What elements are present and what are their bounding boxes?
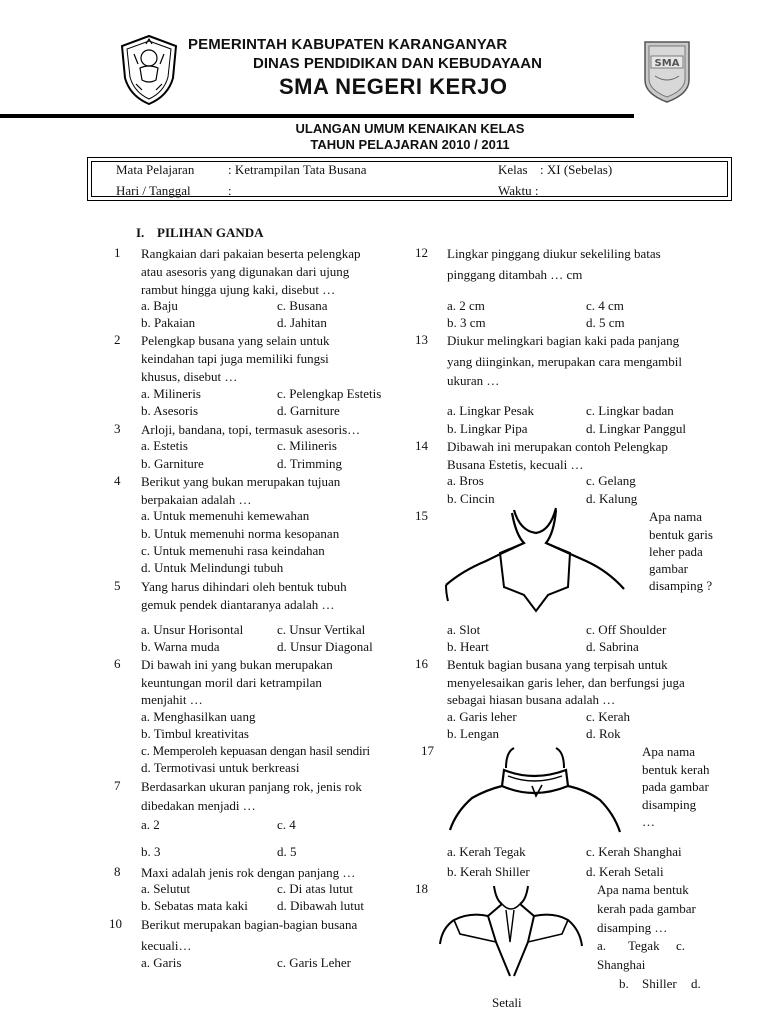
question-number: 13 bbox=[415, 332, 428, 347]
question-side-text: … bbox=[642, 814, 655, 829]
question-text: atau asesoris yang digunakan dari ujung bbox=[141, 264, 350, 279]
question-text: Yang harus dihindari oleh bentuk tubuh bbox=[141, 579, 347, 594]
question-text: ukuran … bbox=[447, 373, 500, 388]
option-a: a. Milineris bbox=[141, 386, 201, 401]
question-side-text: disamping ? bbox=[649, 578, 713, 593]
class-value: : XI (Sebelas) bbox=[540, 162, 613, 177]
question-number: 8 bbox=[114, 864, 121, 879]
option-b: b. Kerah Shiller bbox=[447, 864, 530, 879]
header-line-2: DINAS PENDIDIKAN DAN KEBUDAYAAN bbox=[253, 55, 542, 72]
option-b: b. Lingkar Pipa bbox=[447, 421, 528, 436]
option-b: b. Asesoris bbox=[141, 403, 199, 418]
option-a: a. Garis bbox=[141, 955, 182, 970]
question-side-text: disamping … bbox=[597, 920, 668, 935]
question-side-text: Apa nama bbox=[649, 509, 703, 524]
option-d: d. Termotivasi untuk berkreasi bbox=[141, 760, 300, 775]
question-text: Diukur melingkari bagian kaki pada panjang bbox=[447, 333, 680, 348]
option-c: c. Memperoleh kepuasan dengan hasil sendiri bbox=[141, 743, 370, 758]
question-number: 1 bbox=[114, 245, 121, 260]
option-b: b. Warna muda bbox=[141, 639, 220, 654]
option-d: d. Kerah Setali bbox=[586, 864, 664, 879]
option-a: a. Selutut bbox=[141, 881, 191, 896]
question-text: sebagai hiasan busana adalah … bbox=[447, 692, 616, 707]
option-d: d. Rok bbox=[586, 726, 621, 741]
option-d: d. Dibawah lutut bbox=[277, 898, 365, 913]
option-c: c. 4 cm bbox=[586, 298, 624, 313]
option-a: a. Bros bbox=[447, 473, 484, 488]
question-number: 12 bbox=[415, 245, 428, 260]
option-d: d. Untuk Melindungi tubuh bbox=[141, 560, 284, 575]
day-value: : bbox=[228, 183, 232, 198]
option-a: a. Lingkar Pesak bbox=[447, 403, 535, 418]
option-b: b. Untuk memenuhi norma kesopanan bbox=[141, 526, 340, 541]
question-side-text: c. bbox=[676, 938, 686, 953]
question-text: Pelengkap busana yang selain untuk bbox=[141, 333, 330, 348]
header-line-1: PEMERINTAH KABUPATEN KARANGANYAR bbox=[188, 36, 508, 53]
option-b: b. Timbul kreativitas bbox=[141, 726, 249, 741]
header-divider bbox=[0, 114, 634, 118]
option-b: b. 3 bbox=[141, 844, 161, 859]
question-text: dibedakan menjadi … bbox=[141, 798, 256, 813]
option-c: c. Milineris bbox=[277, 438, 337, 453]
question-number: 7 bbox=[114, 778, 121, 793]
question-number: 18 bbox=[415, 881, 428, 896]
class-label: Kelas bbox=[498, 162, 528, 177]
question-text: Dibawah ini merupakan contoh Pelengkap bbox=[447, 439, 668, 454]
question-side-text: disamping bbox=[642, 797, 697, 812]
option-b: b. Garniture bbox=[141, 456, 204, 471]
subject-label: Mata Pelajaran bbox=[116, 162, 195, 177]
question-number: 17 bbox=[421, 743, 434, 758]
option-b: b. Pakaian bbox=[141, 315, 196, 330]
question-side-text: Setali bbox=[492, 995, 522, 1010]
question-text: Berikut merupakan bagian-bagian busana bbox=[141, 917, 358, 932]
question-text: keindahan tapi juga memiliki fungsi bbox=[141, 351, 329, 366]
option-d: d. 5 bbox=[277, 844, 297, 859]
question-side-text: a. bbox=[597, 938, 607, 953]
question-text: rambut hingga ujung kaki, disebut … bbox=[141, 282, 336, 297]
option-d: d. Garniture bbox=[277, 403, 340, 418]
section-title: PILIHAN GANDA bbox=[157, 225, 264, 240]
option-c: c. Pelengkap Estetis bbox=[277, 386, 382, 401]
option-a: a. Estetis bbox=[141, 438, 188, 453]
collar-sketch-illustration bbox=[446, 742, 626, 842]
question-text: menyelesaikan garis leher, dan berfungsi juga bbox=[447, 675, 685, 690]
exam-year: TAHUN PELAJARAN 2010 / 2011 bbox=[310, 137, 510, 152]
question-side-text: gambar bbox=[649, 561, 688, 576]
option-a: a. Unsur Horisontal bbox=[141, 622, 244, 637]
question-side-text: Apa nama bbox=[642, 744, 696, 759]
school-name: SMA NEGERI KERJO bbox=[279, 74, 508, 99]
question-number: 10 bbox=[109, 916, 122, 931]
question-side-text: bentuk garis bbox=[649, 527, 713, 542]
option-d: d. 5 cm bbox=[586, 315, 625, 330]
question-side-text: Shiller bbox=[642, 976, 677, 991]
option-c: c. Unsur Vertikal bbox=[277, 622, 366, 637]
question-side-text: d. bbox=[691, 976, 701, 991]
question-text: gemuk pendek diantaranya adalah … bbox=[141, 597, 335, 612]
option-c: c. Kerah bbox=[586, 709, 631, 724]
question-number: 4 bbox=[114, 473, 121, 488]
question-text: pinggang ditambah … cm bbox=[447, 267, 583, 282]
option-b: b. 3 cm bbox=[447, 315, 486, 330]
option-b: b. Cincin bbox=[447, 491, 495, 506]
option-b: b. Lengan bbox=[447, 726, 499, 741]
question-text: Maxi adalah jenis rok dengan panjang … bbox=[141, 865, 356, 880]
option-d: d. Jahitan bbox=[277, 315, 327, 330]
question-side-text: leher pada bbox=[649, 544, 703, 559]
question-number: 2 bbox=[114, 332, 121, 347]
option-a: a. Baju bbox=[141, 298, 178, 313]
question-number: 14 bbox=[415, 438, 428, 453]
option-c: c. Di atas lutut bbox=[277, 881, 353, 896]
question-number: 16 bbox=[415, 656, 428, 671]
question-text: Arloji, bandana, topi, termasuk asesoris… bbox=[141, 422, 361, 437]
question-text: Di bawah ini yang bukan merupakan bbox=[141, 657, 333, 672]
option-c: c. 4 bbox=[277, 817, 296, 832]
question-number: 6 bbox=[114, 656, 121, 671]
option-a: a. Garis leher bbox=[447, 709, 517, 724]
question-side-text: Tegak bbox=[628, 938, 660, 953]
question-side-text: Apa nama bentuk bbox=[597, 882, 689, 897]
neckline-sketch-illustration bbox=[440, 505, 630, 615]
option-d: d. Unsur Diagonal bbox=[277, 639, 373, 654]
question-number: 5 bbox=[114, 578, 121, 593]
question-text: yang diinginkan, merupakan cara mengambil bbox=[447, 354, 683, 369]
question-side-text: bentuk kerah bbox=[642, 762, 710, 777]
option-a: a. 2 bbox=[141, 817, 160, 832]
question-text: menjahit … bbox=[141, 692, 203, 707]
question-side-text: pada gambar bbox=[642, 779, 709, 794]
option-b: b. Heart bbox=[447, 639, 489, 654]
option-d: d. Lingkar Panggul bbox=[586, 421, 687, 436]
question-side-text: kerah pada gambar bbox=[597, 901, 696, 916]
question-text: Berikut yang bukan merupakan tujuan bbox=[141, 474, 341, 489]
option-d: d. Trimming bbox=[277, 456, 343, 471]
question-text: berpakaian adalah … bbox=[141, 492, 252, 507]
question-number: 15 bbox=[415, 508, 428, 523]
option-c: c. Gelang bbox=[586, 473, 636, 488]
question-text: Berdasarkan ukuran panjang rok, jenis rok bbox=[141, 779, 362, 794]
question-text: Lingkar pinggang diukur sekeliling batas bbox=[447, 246, 661, 261]
option-c: c. Off Shoulder bbox=[586, 622, 667, 637]
option-a: a. Slot bbox=[447, 622, 481, 637]
question-number: 3 bbox=[114, 421, 121, 436]
school-logo bbox=[639, 36, 695, 104]
day-label: Hari / Tanggal bbox=[116, 183, 191, 198]
option-c: c. Kerah Shanghai bbox=[586, 844, 682, 859]
question-text: kecuali… bbox=[141, 938, 192, 953]
option-c: c. Untuk memenuhi rasa keindahan bbox=[141, 543, 325, 558]
time-label: Waktu : bbox=[498, 183, 539, 198]
question-text: keuntungan moril dari ketrampilan bbox=[141, 675, 322, 690]
option-d: d. Sabrina bbox=[586, 639, 639, 654]
regency-crest-logo bbox=[118, 34, 180, 106]
option-b: b. Sebatas mata kaki bbox=[141, 898, 248, 913]
school-logo-text: SMA bbox=[654, 58, 680, 69]
option-a: a. Kerah Tegak bbox=[447, 844, 526, 859]
question-side-text: b. bbox=[619, 976, 629, 991]
exam-title: ULANGAN UMUM KENAIKAN KELAS bbox=[295, 121, 525, 136]
option-c: c. Lingkar badan bbox=[586, 403, 674, 418]
option-a: a. Untuk memenuhi kemewahan bbox=[141, 508, 310, 523]
option-c: c. Garis Leher bbox=[277, 955, 351, 970]
section-number: I. bbox=[136, 225, 145, 240]
question-text: khusus, disebut … bbox=[141, 369, 238, 384]
question-text: Busana Estetis, kecuali … bbox=[447, 457, 584, 472]
question-text: Rangkaian dari pakaian beserta pelengkap bbox=[141, 246, 361, 261]
question-side-text: Shanghai bbox=[597, 957, 646, 972]
option-a: a. 2 cm bbox=[447, 298, 485, 313]
question-text: Bentuk bagian busana yang terpisah untuk bbox=[447, 657, 668, 672]
shawl-collar-sketch-illustration bbox=[436, 880, 586, 980]
option-c: c. Busana bbox=[277, 298, 328, 313]
subject-value: : Ketrampilan Tata Busana bbox=[228, 162, 367, 177]
option-a: a. Menghasilkan uang bbox=[141, 709, 256, 724]
option-d: d. Kalung bbox=[586, 491, 638, 506]
